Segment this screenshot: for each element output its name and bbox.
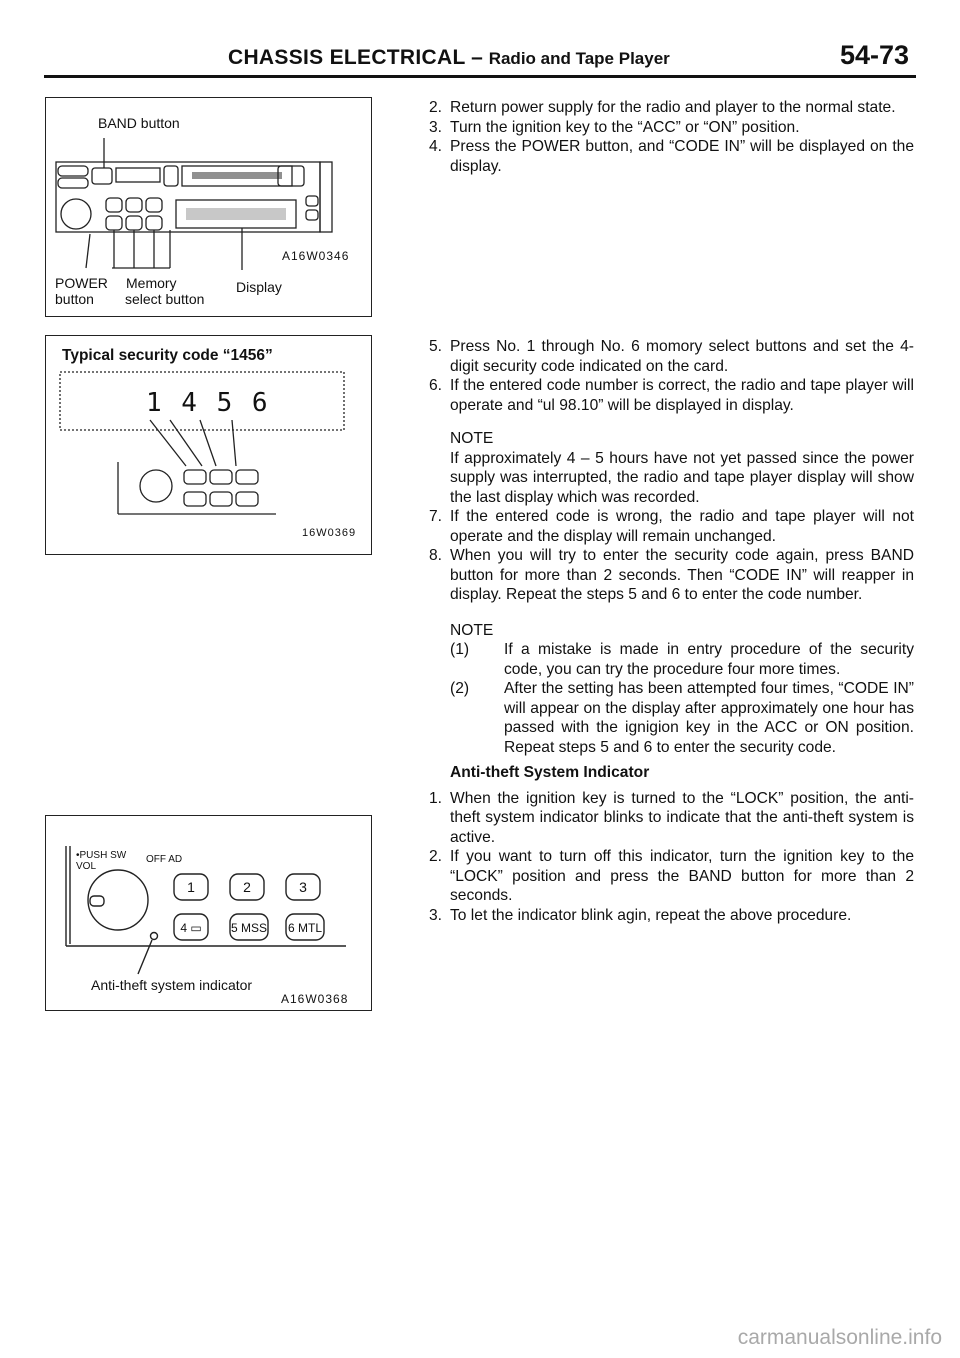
list-item: 3. Turn the ignition key to the “ACC” or “ON” position.	[428, 118, 800, 136]
figure-radio-panel	[45, 97, 372, 317]
figure-security-code	[45, 335, 372, 555]
figure-anti-theft	[45, 815, 372, 1011]
preset-button-1-label: 1	[187, 879, 195, 895]
list-item: 8. When you will try to enter the security code again, press BAND button for more than 2 seconds. Then “CODE IN” will reapper in display. Repeat the steps 5 and 6 to enter the code number.	[428, 547, 914, 603]
list-item: 6. If the entered code number is correct, the radio and tape player will operate and “ul 98.10” will be displayed in display.	[428, 377, 914, 414]
label-power-2: button	[55, 291, 94, 307]
note-label: NOTE	[450, 621, 494, 639]
list-item: 4. Press the POWER button, and “CODE IN” will be displayed on the display.	[428, 138, 914, 175]
page-header-title	[228, 46, 670, 70]
anti-theft-heading: Anti-theft System Indicator	[450, 764, 650, 781]
list-item: 5. Press No. 1 through No. 6 momory select buttons and set the 4-digit security code indicated on the card.	[428, 338, 914, 375]
label-power: POWER	[55, 275, 108, 291]
anti-theft-caption: Anti-theft system indicator	[91, 977, 253, 993]
label-band-button: BAND button	[98, 115, 180, 131]
figure-code-3: A16W0368	[281, 992, 349, 1006]
list-item: 3. To let the indicator blink agin, repeat the above procedure.	[428, 906, 852, 924]
label-display: Display	[236, 279, 282, 295]
section-title: CHASSIS ELECTRICAL	[228, 46, 466, 69]
figure-code-2: 16W0369	[302, 527, 357, 539]
page-number: 54-73	[840, 40, 910, 70]
title-dash: –	[471, 46, 484, 69]
preset-button-6-label: 6 MTL	[287, 921, 323, 935]
knob-label-vol: VOL	[76, 861, 97, 872]
steps-block-b	[394, 337, 914, 925]
list-item: 2. Return power supply for the radio and player to the normal state.	[428, 99, 896, 116]
note-label: NOTE	[450, 430, 494, 447]
security-code-display: 1 4 5 6	[146, 388, 270, 418]
preset-button-5-label: 5 MSS	[230, 921, 268, 935]
figure-code-1: A16W0346	[282, 249, 350, 263]
knob-label-pushsw: •PUSH SW	[76, 850, 127, 861]
preset-button-2-label: 2	[243, 879, 251, 895]
watermark-link[interactable]: carmanualsonline.info	[737, 1326, 942, 1349]
note-item: (1) If a mistake is made in entry procedure of the security code, you can try the procedure four more times.	[450, 641, 914, 678]
security-code-drawing	[46, 336, 373, 556]
note-item: (2) After the setting has been attempted four times, “CODE IN” will appear on the display after approximately one hour has passed with the ignigion key in the ACC or ON position. Repeat steps 5 and 6 to enter the security code.	[450, 680, 914, 756]
preset-button-3-label: 3	[299, 879, 307, 895]
list-item: 2. If you want to turn off this indicator, turn the ignition key to the “LOCK” position and press the BAND button for more than 2 seconds.	[428, 848, 914, 904]
steps-block-a	[394, 98, 914, 176]
figure-title-security: Typical security code “1456”	[62, 347, 273, 364]
preset-button-4-label: 4 ▭	[180, 921, 202, 935]
header-rule	[44, 75, 916, 78]
knob-label-offad: OFF AD	[146, 854, 183, 865]
subsection-title: Radio and Tape Player	[488, 49, 670, 68]
list-item: 1. When the ignition key is turned to the “LOCK” position, the anti-theft system indicator blinks to indicate that the anti-theft system is active.	[428, 789, 914, 846]
list-item: 7. If the entered code is wrong, the radio and tape player will not operate and the display will remain unchanged.	[428, 508, 914, 545]
note-text: If approximately 4 – 5 hours have not yet passed since the power supply was interrupted, the radio and tape player display will show the last display which was recorded.	[450, 449, 914, 506]
label-memory-2: select button	[125, 291, 205, 307]
label-memory: Memory	[126, 275, 177, 291]
